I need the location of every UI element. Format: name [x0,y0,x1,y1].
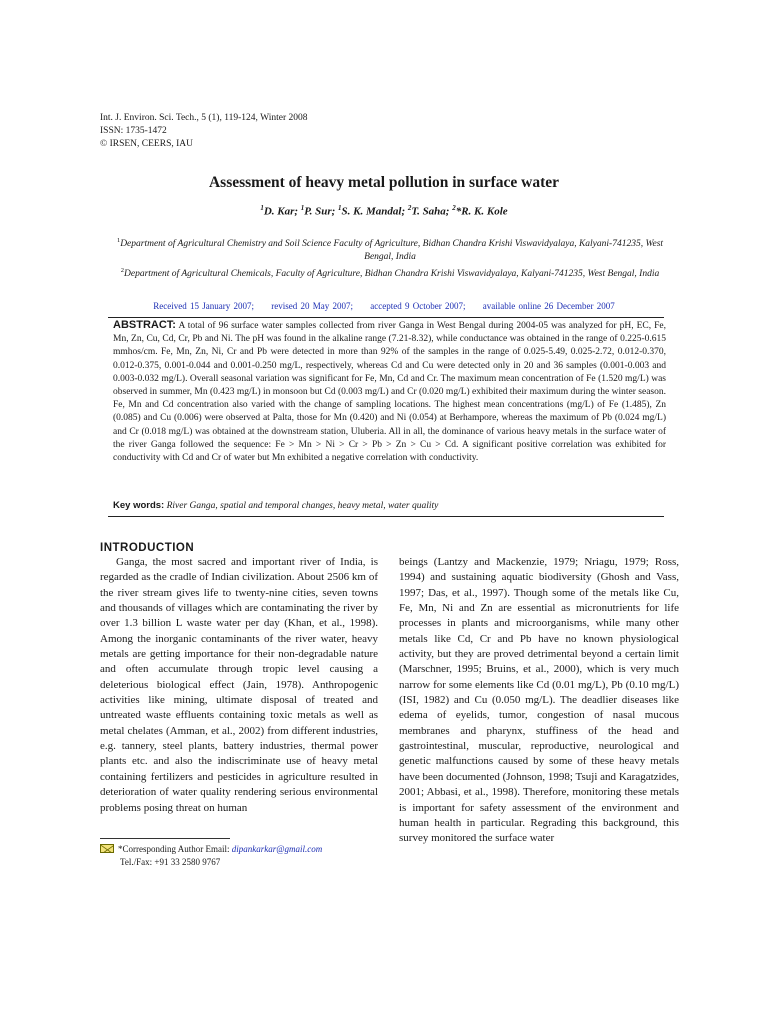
introduction-right-column: beings (Lantzy and Mackenzie, 1979; Nriagu, 1979; Ross, 1994) and sustaining aquatic biodiversity (Ghosh and Vass, 1997; Das, et al., 1997). Though some of the metals like Cu, Fe, Mn, Ni and Zn are essential as micronutrients for life processes in plants and microorganisms, while many other metals like Cd, Cr and Pb have no known physiological activity, but they are proved detrimental beyond a certain limit (Marschner, 1995; Bruins, et al., 2000), which is very much narrow for some elements like Cd (0.01 mg/L), Pb (0.10 mg/L) (ISI, 1982) and Cu (0.050 mg/L). The deadlier diseases like edema of eyelids, tumor, congestion of nasal mucous membranes and pharynx, stuffiness of the head and gastrointestinal, muscular, reproductive, neurological and genetic malfunctions caused by some of these heavy metals have been documented (Johnson, 1998; Tsuji and Karagatzides, 2001; Abbasi, et al., 1998). Therefore, monitoring these metals is important for safety assessment of the environment and human health in particular. Regrading this background, this survey monitored the surface water [399,556,679,845]
affiliation-2-sup: 2 [120,267,125,274]
author-1: D. Kar; [263,205,301,218]
corresponding-author-footnote [100,843,322,868]
footnote-divider [100,838,230,839]
introduction-heading: INTRODUCTION [100,542,195,554]
introduction-left-column: Ganga, the most sacred and important river of India, is regarded as the cradle of Indian civilization. About 2506 km of the river stream gives life to twenty-nine cities, seven towns and thousands of villages which are contaminating the river by over 1.3 billion L waste water per day (Khan, et al., 1998). Among the inorganic contaminants of the river water, heavy metals are getting importance for their non-degradable nature and often accumulate through tropic level causing a deleterious biological effect (Jain, 1978). Anthropogenic activities like mining, ultimate disposal of treated and untreated waste effluents containing toxic metals as well as metal chelates (Amman, et al., 2002) from different industries, e.g. tannery, steel plants, battery industries, thermal power plants etc. and also the indiscriminate use of heavy metal containing fertilizers and pesticides in agriculture resulted in deterioration of water quality rendering serious environmental problems posing threat on human [100,556,378,814]
author-5-affil-sup: 2 [452,204,456,212]
abstract-text: A total of 96 surface water samples collected from river Ganga in West Bengal during 2004-05 was analyzed for pH, EC, Fe, Mn, Zn, Cu, Cd, Cr, Pb and Ni. The pH was found in the alkaline range (7.21-8.32), while conductance was obtained in the range of 0.225-0.615 mmhos/cm. Fe, Mn, Zn, Ni, Cr and Pb were detected in more than 92% of the samples in the range of 0.025-5.49, 0.025-2.72, 0.012-0.370, 0.012-0.375, 0.001-0.044 and 0.001-0.250 mg/L, respectively, whereas Cd and Cu were detected only in 20 and 36 samples (0.001-0.003 and 0.003-0.032 mg/L). Overall seasonal variation was significant for Fe, Mn, Cd and Cr. The maximum mean concentration of Fe (1.520 mg/L) was observed in summer, Mn (0.423 mg/L) in monsoon but Cd (0.003 mg/L) and Cr (0.020 mg/L) exhibited their maximum during the winter season. Fe, Mn and Cd concentration also varied with the change of sampling locations. The highest mean concentrations (mg/L) of Fe (1.485), Zn (0.085) and Cu (0.006) were observed at Palta, those for Mn (0.420) and Ni (0.054) at Berhampore, whereas the maximum of Pb (0.024 mg/L) and Cr (0.018 mg/L) was obtained at the downstream station, Uluberia. All in all, the dominance of various heavy metals in the surface water of the river Ganga followed the sequence: Fe > Mn > Ni > Cr > Pb > Zn > Cu > Cd. A significant positive correlation was exhibited for conductivity with Cd and Cr of water but Mn exhibited a negative correlation with conductivity. [113,321,666,464]
author-3-affil-sup: 1 [338,204,342,212]
author-2: P. Sur; [304,205,339,218]
date-revised: revised 20 May 2007; [271,301,354,311]
footnote-phone: Tel./Fax: +91 33 2580 9767 [120,856,221,867]
affiliation-1 [110,234,670,264]
author-5: *R. K. Kole [455,205,508,218]
abstract [113,319,666,465]
abstract-label: ABSTRACT: [113,319,176,331]
footnote-label: *Corresponding Author Email: [118,844,232,854]
author-3: S. K. Mandal; [341,205,408,218]
date-accepted: accepted 9 October 2007; [370,301,466,311]
author-1-affil-sup: 1 [260,204,264,212]
affiliation-1-sup: 1 [116,237,121,244]
keywords-text: River Ganga, spatial and temporal changes, heavy metal, water quality [166,501,439,511]
paper-title: Assessment of heavy metal pollution in surface water [208,174,559,191]
date-received: Received 15 January 2007; [153,301,255,311]
journal-copyright: © IRSEN, CEERS, IAU [100,139,193,149]
author-2-affil-sup: 1 [300,204,305,212]
journal-citation: Int. J. Environ. Sci. Tech., 5 (1), 119-124, Winter 2008 [100,113,308,123]
keywords [113,500,666,511]
journal-issn: ISSN: 1735-1472 [100,126,167,136]
affiliation-2-text: Department of Agricultural Chemicals, Faculty of Agriculture, Bidhan Chandra Krishi Viswavidyalaya, Kalyani-741235, West Bengal, India [124,269,660,280]
affiliation-2 [110,264,670,281]
author-list [0,204,768,218]
author-email-link[interactable]: dipankarkar@gmail.com [231,844,323,854]
author-4-affil-sup: 2 [407,204,412,212]
envelope-icon [100,844,114,853]
journal-header [100,112,307,151]
submission-dates [0,301,768,311]
author-4: T. Saha; [411,205,453,218]
date-online: available online 26 December 2007 [482,301,615,311]
keywords-label: Key words: [113,500,165,511]
affiliation-1-text: Department of Agricultural Chemistry and Soil Science Faculty of Agriculture, Bidhan Chandra Krishi Viswavidyalaya, Kalyani-741235, West Bengal, India [120,239,664,263]
